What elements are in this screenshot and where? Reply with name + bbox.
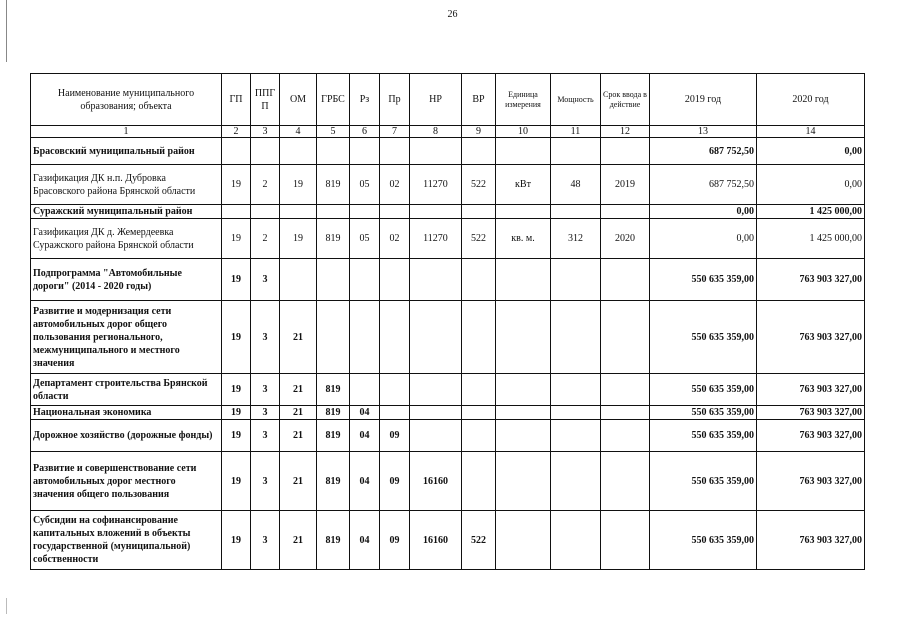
cell <box>251 205 280 219</box>
cell-2020: 763 903 327,00 <box>757 420 865 452</box>
table-row <box>31 219 865 259</box>
cell: 19 <box>222 301 251 374</box>
cell: 19 <box>222 406 251 420</box>
column-number: 2 <box>222 126 251 138</box>
cell <box>462 420 496 452</box>
cell <box>601 205 650 219</box>
cell: 16160 <box>410 511 462 570</box>
cell <box>551 452 601 511</box>
col-header: 2019 год <box>650 74 757 126</box>
cell <box>380 138 410 165</box>
cell-name: Развитие и модернизация сети автомобильных дорог общего пользования регионального, межмуниципального и местного значения <box>31 301 222 374</box>
cell <box>380 301 410 374</box>
cell: 04 <box>350 511 380 570</box>
cell-2019: 550 635 359,00 <box>650 301 757 374</box>
cell <box>551 406 601 420</box>
cell <box>551 259 601 301</box>
cell-2020: 0,00 <box>757 138 865 165</box>
cell: 48 <box>551 165 601 205</box>
header-row <box>31 74 865 126</box>
cell: 819 <box>317 452 350 511</box>
col-header: ГРБС <box>317 74 350 126</box>
cell <box>317 205 350 219</box>
cell-name: Развитие и совершенствование сети автомобильных дорог местного значения общего пользования <box>31 452 222 511</box>
scan-edge-mark <box>6 598 7 614</box>
cell: 3 <box>251 406 280 420</box>
cell <box>350 301 380 374</box>
col-header: Пр <box>380 74 410 126</box>
cell: 819 <box>317 511 350 570</box>
cell: 05 <box>350 165 380 205</box>
cell <box>462 138 496 165</box>
cell-2019: 687 752,50 <box>650 165 757 205</box>
cell: кв. м. <box>496 219 551 259</box>
cell-name: Субсидии на софинансирование капитальных вложений в объекты государственной (муниципальной) собственности <box>31 511 222 570</box>
cell: 21 <box>280 511 317 570</box>
cell <box>280 138 317 165</box>
cell-2019: 550 635 359,00 <box>650 259 757 301</box>
cell: 11270 <box>410 165 462 205</box>
cell: 02 <box>380 165 410 205</box>
cell: 2 <box>251 165 280 205</box>
cell <box>350 205 380 219</box>
table-row <box>31 406 865 420</box>
cell: 522 <box>462 511 496 570</box>
cell-name: Газификация ДК н.п. Дубровка Брасовского района Брянской области <box>31 165 222 205</box>
cell: 3 <box>251 420 280 452</box>
cell: 312 <box>551 219 601 259</box>
cell: 19 <box>222 165 251 205</box>
col-header: Единица измерения <box>496 74 551 126</box>
cell: 819 <box>317 219 350 259</box>
cell <box>601 138 650 165</box>
cell <box>551 374 601 406</box>
col-header: НР <box>410 74 462 126</box>
cell: 2 <box>251 219 280 259</box>
cell <box>380 205 410 219</box>
table-row <box>31 374 865 406</box>
cell <box>410 205 462 219</box>
cell: 21 <box>280 452 317 511</box>
cell <box>317 138 350 165</box>
cell: 04 <box>350 406 380 420</box>
cell-name: Газификация ДК д. Жемердеевка Суражского района Брянской области <box>31 219 222 259</box>
cell-2020: 1 425 000,00 <box>757 219 865 259</box>
column-number-row <box>31 126 865 138</box>
col-header: Мощность <box>551 74 601 126</box>
cell <box>551 301 601 374</box>
cell <box>380 406 410 420</box>
cell <box>410 259 462 301</box>
cell <box>317 301 350 374</box>
column-number: 6 <box>350 126 380 138</box>
table-row <box>31 452 865 511</box>
cell <box>601 511 650 570</box>
cell <box>410 406 462 420</box>
cell <box>350 138 380 165</box>
cell: 21 <box>280 406 317 420</box>
cell <box>496 138 551 165</box>
cell: 819 <box>317 374 350 406</box>
column-number: 10 <box>496 126 551 138</box>
budget-table <box>30 73 865 570</box>
cell <box>496 420 551 452</box>
cell-2019: 550 635 359,00 <box>650 374 757 406</box>
cell <box>462 259 496 301</box>
cell <box>410 420 462 452</box>
page-number: 26 <box>447 9 458 20</box>
cell: 19 <box>222 420 251 452</box>
col-header: ОМ <box>280 74 317 126</box>
cell-name: Национальная экономика <box>31 406 222 420</box>
column-number: 8 <box>410 126 462 138</box>
col-header: ВР <box>462 74 496 126</box>
cell: 09 <box>380 420 410 452</box>
cell-2019: 687 752,50 <box>650 138 757 165</box>
cell <box>251 138 280 165</box>
cell <box>601 374 650 406</box>
cell: 16160 <box>410 452 462 511</box>
cell <box>222 138 251 165</box>
col-header: 2020 год <box>757 74 865 126</box>
cell <box>551 205 601 219</box>
cell: 04 <box>350 420 380 452</box>
cell-name: Департамент строительства Брянской области <box>31 374 222 406</box>
cell: 19 <box>222 452 251 511</box>
cell: 19 <box>280 165 317 205</box>
col-header: Срок ввода в действие <box>601 74 650 126</box>
cell <box>551 511 601 570</box>
cell-2019: 550 635 359,00 <box>650 406 757 420</box>
column-number: 3 <box>251 126 280 138</box>
cell <box>496 406 551 420</box>
cell <box>551 138 601 165</box>
cell-2019: 0,00 <box>650 205 757 219</box>
cell-name: Суражский муниципальный район <box>31 205 222 219</box>
cell: 522 <box>462 219 496 259</box>
cell: 19 <box>222 511 251 570</box>
cell <box>496 374 551 406</box>
column-number: 13 <box>650 126 757 138</box>
cell-2019: 550 635 359,00 <box>650 452 757 511</box>
cell: 819 <box>317 165 350 205</box>
cell: 2019 <box>601 165 650 205</box>
cell <box>496 205 551 219</box>
col-header: ППГ П <box>251 74 280 126</box>
cell <box>380 374 410 406</box>
cell: 19 <box>222 259 251 301</box>
table-row <box>31 205 865 219</box>
table-row <box>31 259 865 301</box>
cell-2020: 0,00 <box>757 165 865 205</box>
column-number: 1 <box>31 126 222 138</box>
col-header: Наименование муниципального образования; объекта <box>31 74 222 126</box>
cell <box>601 301 650 374</box>
table-row <box>31 420 865 452</box>
cell <box>601 452 650 511</box>
cell <box>551 420 601 452</box>
column-number: 9 <box>462 126 496 138</box>
cell <box>462 452 496 511</box>
cell <box>462 301 496 374</box>
cell: кВт <box>496 165 551 205</box>
column-number: 12 <box>601 126 650 138</box>
cell-2020: 763 903 327,00 <box>757 452 865 511</box>
cell: 21 <box>280 374 317 406</box>
cell: 04 <box>350 452 380 511</box>
cell <box>496 452 551 511</box>
cell: 19 <box>280 219 317 259</box>
cell-2020: 1 425 000,00 <box>757 205 865 219</box>
cell <box>601 420 650 452</box>
cell <box>601 259 650 301</box>
cell: 819 <box>317 420 350 452</box>
cell <box>496 259 551 301</box>
cell-name: Дорожное хозяйство (дорожные фонды) <box>31 420 222 452</box>
cell <box>350 259 380 301</box>
cell: 3 <box>251 301 280 374</box>
cell-name: Подпрограмма "Автомобильные дороги" (2014 - 2020 годы) <box>31 259 222 301</box>
cell: 19 <box>222 374 251 406</box>
cell-2019: 550 635 359,00 <box>650 511 757 570</box>
cell: 3 <box>251 374 280 406</box>
cell <box>462 374 496 406</box>
cell <box>601 406 650 420</box>
cell: 3 <box>251 511 280 570</box>
cell <box>350 374 380 406</box>
cell <box>410 301 462 374</box>
cell-2020: 763 903 327,00 <box>757 301 865 374</box>
cell <box>410 138 462 165</box>
cell: 02 <box>380 219 410 259</box>
cell: 3 <box>251 452 280 511</box>
cell <box>280 259 317 301</box>
column-number: 5 <box>317 126 350 138</box>
cell-2020: 763 903 327,00 <box>757 259 865 301</box>
cell <box>462 205 496 219</box>
cell <box>496 511 551 570</box>
cell: 2020 <box>601 219 650 259</box>
cell: 21 <box>280 301 317 374</box>
cell <box>410 374 462 406</box>
cell: 819 <box>317 406 350 420</box>
column-number: 4 <box>280 126 317 138</box>
column-number: 7 <box>380 126 410 138</box>
cell-2019: 0,00 <box>650 219 757 259</box>
cell-2020: 763 903 327,00 <box>757 374 865 406</box>
cell <box>380 259 410 301</box>
table-row <box>31 165 865 205</box>
cell <box>317 259 350 301</box>
cell-2019: 550 635 359,00 <box>650 420 757 452</box>
cell-2020: 763 903 327,00 <box>757 511 865 570</box>
cell: 19 <box>222 219 251 259</box>
cell: 11270 <box>410 219 462 259</box>
cell <box>280 205 317 219</box>
cell <box>222 205 251 219</box>
table-row <box>31 511 865 570</box>
col-header: ГП <box>222 74 251 126</box>
cell <box>496 301 551 374</box>
col-header: Рз <box>350 74 380 126</box>
cell: 21 <box>280 420 317 452</box>
cell: 09 <box>380 511 410 570</box>
table-row <box>31 138 865 165</box>
table-row <box>31 301 865 374</box>
cell: 09 <box>380 452 410 511</box>
cell: 05 <box>350 219 380 259</box>
cell-name: Брасовский муниципальный район <box>31 138 222 165</box>
column-number: 14 <box>757 126 865 138</box>
cell-2020: 763 903 327,00 <box>757 406 865 420</box>
column-number: 11 <box>551 126 601 138</box>
cell <box>462 406 496 420</box>
cell: 3 <box>251 259 280 301</box>
cell: 522 <box>462 165 496 205</box>
